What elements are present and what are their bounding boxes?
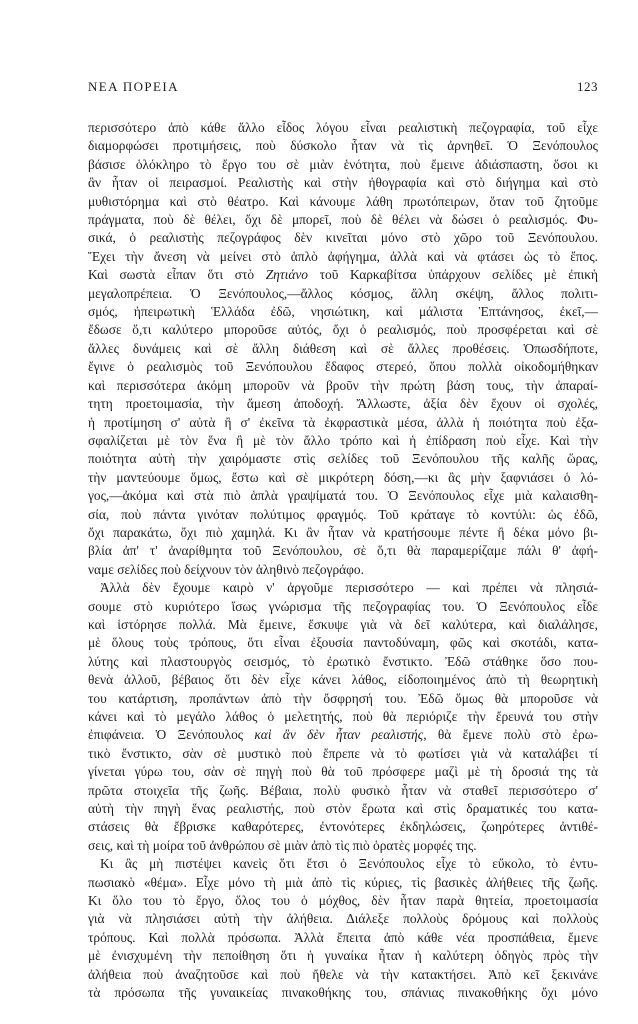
- text-line: μὲ ἐνισχυμένη τὴν πεποίθηση ὅτι ἡ γυναίκα ἦταν ἡ καλύτερη ὁδηγὸς πρὸς τὴν: [88, 948, 598, 964]
- text-segment: τοῦ Καρκαβίτσα ὑπάρχουν σελίδες μὲ ἐπικὴ: [308, 267, 598, 283]
- text-line: ἡ προτίμηση σ' αὐτὰ ἢ σ' ἐκεῖνα τὰ ἐκφραστικὰ μέσα, ἀλλὰ ἡ ποιότητα ποὺ ἐξα-: [88, 414, 598, 430]
- text-line: βλία ἀπ' τ' ἀναρίθμητα τοῦ Ξενόπουλου, σὲ ὅ,τι θὰ παραμερίζαμε πάλι θ' ἀφή-: [88, 543, 598, 559]
- text-line: μὲ ὅλους τοὺς τρόπους, ὅτι εἶναι ἐξουσία παντοδύναμη, φῶς καὶ σκοτάδι, κατα-: [88, 635, 598, 651]
- text-line: γιὰ νὰ πλησιάσει αὐτὴ τὴν ἀλήθεια. Διάλεξε πολλοὺς δρόμους καὶ πολλοὺς: [88, 911, 598, 927]
- text-line: κάνει καὶ τὸ μεγάλο λάθος ὁ μελετητής, ποὺ θὰ περιόριζε τὴν ἔρευνά του στὴν: [88, 709, 598, 724]
- text-line: τικὸ ἔνστικτο, σὰν σὲ μυστικὸ ποὺ ἔπρεπε νὰ τὸ φωτίσει γιὰ νὰ καταλάβει τί: [88, 745, 598, 761]
- text-line: ποιότητα αὐτὴ τὴν χαιρόμαστε στὶς σελίδες τοῦ Ξενόπουλου τῆς καλῆς ὥρας,: [88, 451, 598, 467]
- text-line: τὰ πρόσωπα τῆς γυναικείας πινακοθήκης του, σπάνιας πινακοθήκης ὄχι μόνο: [88, 985, 598, 1001]
- text-line: πράγματα, ποὺ δὲ θέλει, ὄχι δὲ μπορεῖ, ποὺ δὲ θέλει νὰ δώσει ὁ ρεαλισμός. Φυ-: [88, 212, 598, 228]
- text-line: τρόπους. Καὶ πολλὰ πρόσωπα. Ἀλλὰ ἔπειτα ἀπὸ κάθε νέα προσπάθεια, ἔμενε: [88, 929, 598, 945]
- text-line: σφαλίζεται μὲ τὸν ἕνα ἢ μὲ τὸν ἄλλο τρόπο καὶ ἡ ἐπίδραση ποὺ εἶχε. Καὶ τὴν: [88, 432, 598, 448]
- text-line: σμός, ἠπειρωτικὴ Ἑλλάδα ἐδῶ, νησιώτικη, καὶ μάλιστα Ἑπτάνησος, ἐκεῖ,—: [88, 304, 598, 320]
- text-line: μυθιστόρημα καὶ στὸ θέατρο. Καὶ κάνουμε λάθη πρωτόπειρων, ὅταν τοῦ ζητοῦμε: [88, 193, 598, 209]
- italic-text: καὶ ἂν δὲν ἦταν ρεαλιστής: [254, 727, 424, 743]
- page-number: 123: [577, 79, 598, 94]
- text-line: ὄχι παρακάτω, ὄχι πιὸ χαμηλά. Κι ἂν ἦταν νὰ κρατήσουμε πέντε ἢ δέκα μόνο βι-: [88, 524, 598, 540]
- paragraph: [88, 579, 598, 855]
- text-segment: , θὰ ἔμενε πολὺ στὸ ἐρω-: [423, 727, 598, 743]
- text-line: καὶ ἱστόρησε πολλά. Μὰ ἔμεινε, ἔσκυψε γιὰ νὰ δεῖ καλύτερα, καὶ διαλάλησε,: [88, 616, 598, 632]
- text-line: στάσεις θὰ ἔβρισκε καθαρότερες, ἐντονότερες ἐκδηλώσεις, ζωηρότερες ἀντιθέ-: [88, 819, 598, 835]
- text-line: Ἀλλὰ δὲν ἔχουμε καιρὸ ν' ἀργοῦμε περισσότερο — καὶ πρέπει νὰ πλησιά-: [100, 580, 598, 596]
- text-line: τητη προετοιμασία, τὴν ἄμεση ἀποδοχή. Ἄλλωστε, ἀξία δὲν ἔχουν οἱ σχολές,: [88, 396, 598, 412]
- text-line: Ἔχει τὴν ἄνεση νὰ μείνει στὸ ἁπλὸ ἀφήγημα, ἀλλὰ καὶ νὰ φτάσει ὡς τὸ ἔπος.: [88, 248, 598, 264]
- text-line: τὴν μαντεύουμε ὅμως, ἔστω καὶ σὲ μικρότερη δόση,—κι ἂς μὴν ξαφνιάσει ὁ λό-: [88, 469, 598, 485]
- paragraph: [88, 855, 598, 1002]
- journal-title: ΝΕΑ ΠΟΡΕΙΑ: [88, 79, 179, 94]
- paragraph: [88, 119, 598, 579]
- text-line: ἔδωσε ὅ,τι καλύτερο μποροῦσε αὐτός, ὄχι ὁ ρεαλισμός, ποὺ προσφέρεται καὶ σὲ: [88, 322, 598, 338]
- text-line: ἀλήθεια ποὺ ἀναζητοῦσε καὶ ποὺ ἤθελε νὰ τὴν κατακτήσει. Ἀπὸ κεῖ ξεκινάνε: [88, 966, 598, 982]
- text-line: αὐτὴ τὴν πηγὴ ἕνας ρεαλιστής, ποὺ στὸν ἔρωτα καὶ στὶς δραματικές του κατα-: [88, 801, 598, 817]
- text-line: σικά, ὁ ρεαλιστὴς πεζογράφος δὲν κινεῖται μόνο στὸ χῶρο τοῦ Ξενόπουλου.: [88, 230, 598, 246]
- text-line: μεγαλοπρέπεια. Ὁ Ξενόπουλος,—ἄλλος κόσμος, ἄλλη σκέψη, ἄλλος πολιτι-: [88, 285, 598, 301]
- text-line: σουμε στὸ κυριότερο ἴσως γνώρισμα τῆς πεζογραφίας του. Ὁ Ξενόπουλος εἶδε: [88, 598, 598, 614]
- text-line: καὶ περισσότερα ἀκόμη μποροῦν νὰ βροῦν τὴν πρώτη βάση τους, τὴν ἀπαραί-: [88, 377, 598, 393]
- text-line: [88, 266, 598, 284]
- text-line: πρῶτα στοιχεῖα τῆς ζωῆς. Βέβαια, πολὺ φυσικὸ ἦταν νὰ σταθεῖ περισσότερο σ': [88, 782, 598, 798]
- text-line: ἂν ἦταν οἱ πειρασμοί. Ρεαλιστὴς καὶ στὴν ἠθογραφία καὶ στὸ διήγημα καὶ στὸ: [88, 175, 598, 191]
- text-line: Κι ὅλο του τὸ ἔργο, ὅλος του ὁ μόχθος, δὲν ἦταν παρὰ θητεία, προετοιμασία: [88, 893, 598, 909]
- text-line: του κατάρτιση, προπάντων ἀπὸ τὴν ὄσφρησή του. Ἐδῶ ὅμως θὰ μποροῦσε νὰ: [88, 690, 598, 706]
- body-text: [88, 119, 598, 1003]
- text-line: βάσισε ὁλόκληρο τὸ ἔργο του σὲ μιὰν ἑνότητα, ποὺ ἔμεινε ἀδιάσπαστη, ὅσοι κι: [88, 156, 598, 172]
- italic-text: Ζητιάνο: [265, 267, 309, 283]
- text-line: ναμε σελίδες ποὺ δείχνουν τὸν ἀληθινὸ πεζογράφο.: [88, 561, 364, 577]
- text-line: γος,—ἀκόμα καὶ στὰ πιὸ ἁπλὰ γραψίματά του. Ὁ Ξενόπουλος εἶχε μιὰ καλαισθη-: [88, 488, 598, 504]
- text-line: Κι ἂς μὴ πιστέψει κανεὶς ὅτι ἔτσι ὁ Ξενόπουλος εἶχε τὸ εὔκολο, τὸ ἐντυ-: [100, 856, 598, 872]
- text-line: ἔγινε ὁ ρεαλισμὸς τοῦ Ξενόπουλου ἔδαφος στερεό, ὅπου πολλὰ οἰκοδομήθηκαν: [88, 359, 598, 375]
- text-line: γίνεται γύρω του, σὰν σὲ πηγὴ ποὺ θὰ τοῦ πρόσφερε μαζὶ μὲ τὴ δροσιά της τὰ: [88, 764, 598, 780]
- text-line: θενὰ ἀλλοῦ, βέβαιος ὅτι δὲν εἶχε κάνει λάθος, εἰδοποιημένος ἀπὸ τὴ θεωρητικὴ: [88, 672, 598, 688]
- text-line: λύτης καὶ πλαστουργὸς σεισμός, τὸ ἐρωτικὸ ἔνστικτο. Ἐδῶ στάθηκε ὅσο που-: [88, 653, 598, 669]
- text-segment: Καὶ σωστὰ εἶπαν ὅτι στὸ: [88, 267, 266, 283]
- page-header: [88, 78, 598, 96]
- text-segment: ἐπιφάνεια. Ὁ Ξενόπουλος: [88, 727, 255, 743]
- text-line: σεις, καὶ τὴ μοίρα τοῦ ἀνθρώπου σὲ μιὰν ἀπὸ τὶς πιὸ ὁρατὲς μορφές της.: [88, 837, 477, 853]
- text-line: διαμορφώσει προτιμήσεις, ποὺ δύσκολο ἦταν νὰ τὶς ἀρνηθεῖ. Ὁ Ξενόπουλος: [88, 138, 598, 154]
- text-line: σία, ποὺ πάντα γινόταν πολύτιμος φραγμός. Τοῦ κράταγε τὸ κοντύλι: ὡς ἐδῶ,: [88, 506, 598, 522]
- text-line: πωσιακὸ «θέμα». Εἶχε μόνο τὴ μιὰ ἀπὸ τὶς κύριες, τὶς βασικὲς ἀλήθειες τῆς ζωῆς.: [88, 874, 598, 890]
- text-line: ἄλλες δυνάμεις καὶ σὲ ἄλλη διάθεση καὶ σὲ ἄλλες προθέσεις. Ὁπωσδήποτε,: [88, 340, 598, 356]
- text-line: περισσότερο ἀπὸ κάθε ἄλλο εἶδος λόγου εἶναι ρεαλιστικὴ πεζογραφία, τοῦ εἶχε: [88, 120, 598, 135]
- text-line: [88, 726, 598, 744]
